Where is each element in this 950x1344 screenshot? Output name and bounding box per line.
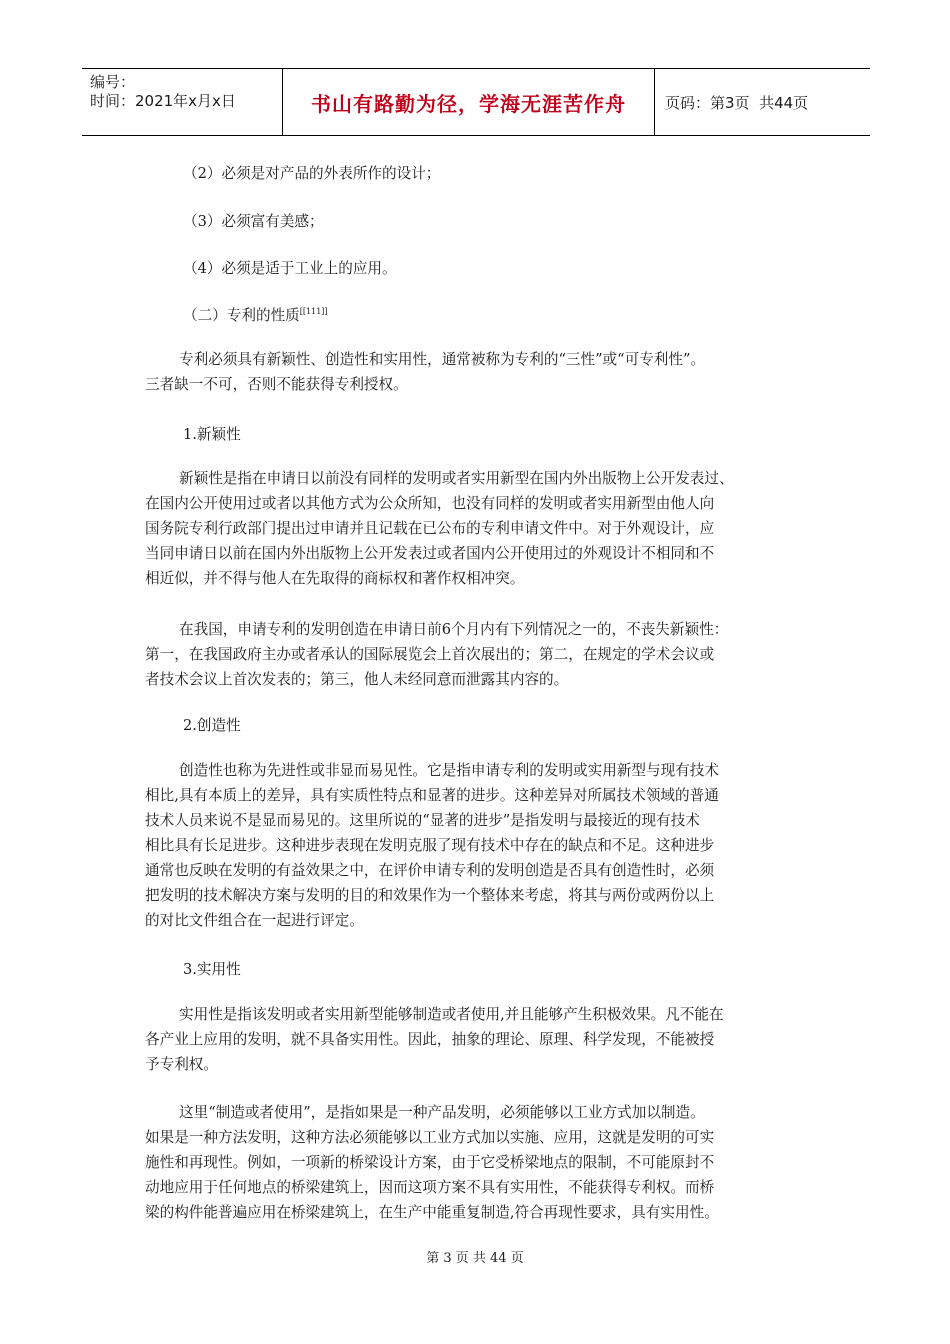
paragraph-line: 的对比文件组合在一起进行评定。 xyxy=(145,912,364,929)
document-header xyxy=(82,68,870,136)
paragraph-line: 予专利权。 xyxy=(145,1056,218,1073)
paragraph-line: 相比,具有本质上的差异，具有实质性特点和显著的进步。这种差异对所属技术领域的普通 xyxy=(145,787,719,804)
paragraph-line: 梁的构件能普遍应用在桥梁建筑上，在生产中能重复制造,符合再现性要求，具有实用性。 xyxy=(145,1204,719,1221)
paragraph-line: 第一，在我国政府主办或者承认的国际展览会上首次展出的；第二，在规定的学术会议或 xyxy=(145,646,715,663)
subsection-heading-novelty: 1.新颖性 xyxy=(183,426,241,443)
paragraph-line: 者技术会议上首次发表的；第三，他人未经同意而泄露其内容的。 xyxy=(145,671,569,688)
list-item: （2）必须是对产品的外表所作的设计； xyxy=(183,165,441,182)
paragraph-line: 动地应用于任何地点的桥梁建筑上，因而这项方案不具有实用性，不能获得专利权。而桥 xyxy=(145,1179,715,1196)
header-motto: 书山有路勤为径，学海无涯苦作舟 xyxy=(311,91,626,116)
document-number-label: 编号： xyxy=(90,73,136,91)
footnote-ref: [[111]] xyxy=(299,307,328,316)
paragraph-line: 创造性也称为先进性或非显而易见性。它是指申请专利的发明或实用新型与现有技术 xyxy=(179,762,719,779)
list-item: （4）必须是适于工业上的应用。 xyxy=(183,260,397,277)
paragraph-line: 相比具有长足进步。这种进步表现在发明克服了现有技术中存在的缺点和不足。这种进步 xyxy=(145,837,715,854)
paragraph-line: 通常也反映在发明的有益效果之中，在评价申请专利的发明创造是否具有创造性时，必须 xyxy=(145,862,715,879)
paragraph-line: 在我国，申请专利的发明创造在申请日前6个月内有下列情况之一的，不丧失新颖性： xyxy=(179,621,729,638)
paragraph-line: 三者缺一不可，否则不能获得专利授权。 xyxy=(145,376,408,393)
paragraph-line: 把发明的技术解决方案与发明的目的和效果作为一个整体来考虑，将其与两份或两份以上 xyxy=(145,887,715,904)
subsection-heading-creativity: 2.创造性 xyxy=(183,717,241,734)
paragraph-line: 这里“制造或者使用”，是指如果是一种产品发明，必须能够以工业方式加以制造。 xyxy=(179,1104,705,1121)
paragraph-line: 在国内公开使用过或者以其他方式为公众所知，也没有同样的发明或者实用新型由他人向 xyxy=(145,495,715,512)
paragraph-line: 相近似，并不得与他人在先取得的商标权和著作权相冲突。 xyxy=(145,570,525,587)
paragraph-line: 专利必须具有新颖性、创造性和实用性，通常被称为专利的“三性”或“可专利性”。 xyxy=(179,351,706,368)
paragraph-novelty-1 xyxy=(145,466,811,591)
header-motto-cell xyxy=(283,69,655,135)
header-page-label: 页码：第3页 共44页 xyxy=(665,93,809,112)
header-meta xyxy=(82,69,283,135)
section-heading-text: （二）专利的性质 xyxy=(183,307,300,324)
paragraph-creativity xyxy=(145,758,811,933)
list-item: （3）必须富有美感； xyxy=(183,213,324,230)
paragraph-intro xyxy=(145,347,811,397)
paragraph-line: 新颖性是指在申请日以前没有同样的发明或者实用新型在国内外出版物上公开发表过、 xyxy=(179,470,734,487)
page-footer: 第 3 页 共 44 页 xyxy=(426,1251,524,1266)
section-heading xyxy=(183,304,811,325)
paragraph-novelty-2 xyxy=(145,617,811,692)
document-date-label: 时间：2021年x月x日 xyxy=(90,92,236,110)
paragraph-line: 施性和再现性。例如，一项新的桥梁设计方案，由于它受桥梁地点的限制，不可能原封不 xyxy=(145,1154,715,1171)
paragraph-utility-1 xyxy=(145,1002,811,1077)
paragraph-line: 技术人员来说不是显而易见的。这里所说的“显著的进步”是指发明与最接近的现有技术 xyxy=(145,812,700,829)
header-page-cell xyxy=(655,69,870,135)
paragraph-line: 各产业上应用的发明，就不具备实用性。因此，抽象的理论、原理、科学发现，不能被授 xyxy=(145,1031,715,1048)
paragraph-utility-2 xyxy=(145,1100,811,1225)
paragraph-line: 当同申请日以前在国内外出版物上公开发表过或者国内公开使用过的外观设计不相同和不 xyxy=(145,545,715,562)
paragraph-line: 实用性是指该发明或者实用新型能够制造或者使用,并且能够产生积极效果。凡不能在 xyxy=(179,1006,724,1023)
paragraph-line: 如果是一种方法发明，这种方法必须能够以工业方式加以实施、应用，这就是发明的可实 xyxy=(145,1129,715,1146)
paragraph-line: 国务院专利行政部门提出过申请并且记载在已公布的专利申请文件中。对于外观设计，应 xyxy=(145,520,715,537)
subsection-heading-utility: 3.实用性 xyxy=(183,961,241,978)
